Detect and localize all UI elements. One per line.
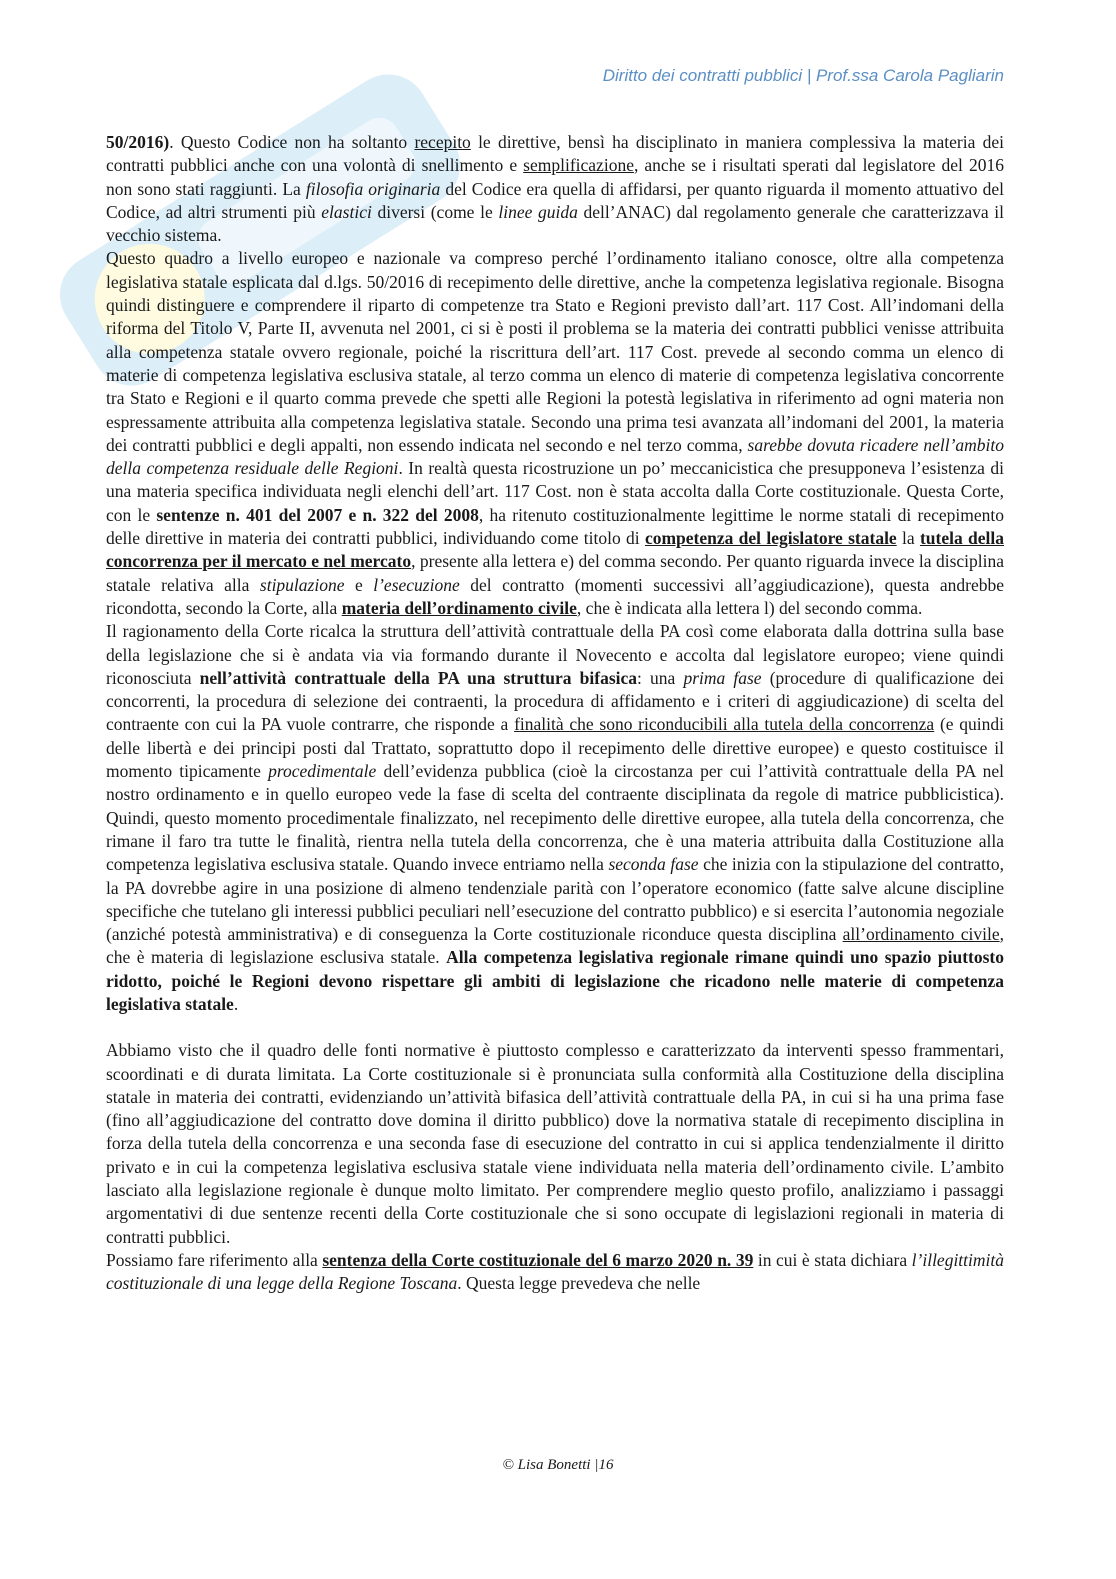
italic-term: prima fase [683,667,762,688]
italic-term: stipulazione [259,574,345,595]
italic-term: elastici [321,201,372,222]
bold-underlined-term: competenza del legislatore statale [644,528,897,549]
paragraph-3: Il ragionamento della Corte ricalca la struttura dell’attività contrattuale della PA così come elaborata dalla dottrina sulla base della legislazione che si è andata via via formando durante il Novecento e accolta dal legislatore europeo; viene quindi riconosciuta nell’attività contrattuale della PA una struttura bifasica: una prima fase (procedure di qualificazione dei concorrenti, la procedura di selezione dei contraenti, la procedura di affidamento e i criteri di aggiudicazione) di scelta del contraente con cui la PA vuole contrarre, che risponde a finalità che sono riconducibili alla tutela della concorrenza (e quindi delle libertà e dei principi posti dal Trattato, soprattutto dopo il recepimento delle direttive europee) e questo costituisce il momento tipicamente procedimentale dell’evidenza pubblica (cioè la circostanza per cui l’attività contrattuale della PA nel nostro ordinamento e in quello europeo vede la fase di scelta del contraente disciplinata da regole di matrice pubblicistica). Quindi, questo momento procedimentale finalizzato, nel recepimento delle direttive europee, alla tutela della concorrenza, che rimane il faro tra tutte le finalità, rientra nella tutela della concorrenza, che è una materia attribuita dalla Costituzione alla competenza legislativa esclusiva statale. Quando invece entriamo nella seconda fase che inizia con la stipulazione del contratto, la PA dovrebbe agire in una posizione di almeno tendenziale parità con l’operatore economico (fatte salve alcune discipline specifiche che tutelano gli interessi pubblici peculiari nell’esecuzione del contratto pubblico) e si esercita l’autonomia negoziale (anziché potestà amministrativa) e di conseguenza la Corte costituzionale riconduce questa disciplina all’ordinamento civile, che è materia di legislazione esclusiva statale. Alla competenza legislativa regionale rimane quindi uno spazio piuttosto ridotto, poiché le Regioni devono rispettare gli ambiti di legislazione che ricadono nelle materie di competenza legislativa statale. [106,621,1005,1014]
italic-term: filosofia originaria [305,178,441,199]
bold-term: sentenze n. 401 del 2007 e n. 322 del 2008 [156,504,479,525]
italic-term: l’esecuzione [373,574,460,595]
underlined-term: recepito [414,132,471,152]
bold-underlined-term: sentenza della Corte costituzionale del 6 marzo 2020 n. 39 [322,1249,754,1270]
paragraph-1: 50/2016). Questo Codice non ha soltanto recepito le direttive, bensì ha disciplinato in maniera complessiva la materia dei contratti pubblici anche con una volontà di snellimento e semplificazione, anche se i risultati sperati dal legislatore del 2016 non sono stati raggiunti. La filosofia originaria del Codice era quella di affidarsi, per quanto riguarda il momento attuativo del Codice, ad altri strumenti più elastici diversi (come le linee guida dell’ANAC) dal regolamento generale che caratterizzava il vecchio sistema. [106,132,1005,246]
page-footer: © Lisa Bonetti |16 [502,1457,614,1473]
underlined-term: all’ordinamento civile [842,924,1000,945]
italic-term: l’illegittimità costituzionale di una legge della Regione Toscana [106,1249,1005,1294]
paragraph-4: Abbiamo visto che il quadro delle fonti normative è piuttosto complesso e caratterizzato da interventi spesso frammentari, scoordinati e di durata limitata. La Corte costituzionale si è pronunciata sulla conformità alla Costituzione della disciplina statale in materia dei contratti, evidenziando un’attività bifasica dell’attività contrattuale della PA, in cui si ha una prima fase (fino all’aggiudicazione del contratto dove domina il diritto pubblico) dove la normativa statale di recepimento disciplina in forza della tutela della concorrenza e una seconda fase di esecuzione del contratto in cui si applica tendenzialmente il diritto privato e in cui la competenza legislativa esclusiva statale viene individuata nella materia dell’ordinamento civile. L’ambito lasciato alla legislazione regionale è dunque molto limitato. Per comprendere meglio questo profilo, analizziamo i passaggi argomentativi di due sentenze recenti della Corte costituzionale che si sono occupate di legislazioni regionali in materia di contratti pubblici. [106,1040,1004,1247]
bold-term: nell’attività contrattuale della PA una struttura bifasica [199,667,638,688]
italic-term: sarebbe dovuta ricadere nell’ambito della competenza residuale delle Regioni [106,434,1005,479]
paragraph-2: Questo quadro a livello europeo e nazionale va compreso perché l’ordinamento italiano conosce, oltre alla competenza legislativa statale esplicata dal d.lgs. 50/2016 di recepimento delle direttive, anche la competenza legislativa regionale. Bisogna quindi distinguere e comprendere il riparto di competenze tra Stato e Regioni previsto dall’art. 117 Cost. All’indomani della riforma del Titolo V, Parte II, avvenuta nel 2001, ci si è posti il problema se la materia dei contratti pubblici venisse attribuita alla competenza statale ovvero regionale, poiché la riscrittura dell’art. 117 Cost. prevede al secondo comma un elenco di materie di competenza legislativa esclusiva statale, al terzo comma un elenco di materie di competenza legislativa concorrente tra Stato e Regioni e il quarto comma prevede che spetti alle Regioni la potestà legislativa in riferimento ad ogni materia non espressamente attribuita alla competenza legislativa statale. Secondo una prima tesi avanzata all’indomani del 2001, la materia dei contratti pubblici e degli appalti, non essendo indicata nel secondo e nel terzo comma, sarebbe dovuta ricadere nell’ambito della competenza residuale delle Regioni. In realtà questa ricostruzione un po’ meccanicistica che presupponeva l’esistenza di una materia specifica individuata negli elenchi dell’art. 117 Cost. non è stata accolta dalla Corte costituzionale. Questa Corte, con le sentenze n. 401 del 2007 e n. 322 del 2008, ha ritenuto costituzionalmente legittime le norme statali di recepimento delle direttive in materia dei contratti pubblici, individuando come titolo di competenza del legislatore statale la tutela della concorrenza per il mercato e nel mercato, presente alla lettera e) del comma secondo. Per quanto riguarda invece la disciplina statale relativa alla stipulazione e l’esecuzione del contratto (momenti successivi all’aggiudicazione), questa andrebbe ricondotta, secondo la Corte, alla materia dell’ordinamento civile, che è indicata alla lettera l) del secondo comma. [106,248,1005,618]
paragraph-gap [106,1016,1004,1039]
italic-term: procedimentale [268,761,377,782]
underlined-term: finalità che sono riconducibili alla tutela della concorrenza [514,714,935,735]
underlined-term: semplificazione [523,155,634,176]
paragraph-5: Possiamo fare riferimento alla sentenza della Corte costituzionale del 6 marzo 2020 n. 39 in cui è stata dichiara l’illegittimità costituzionale di una legge della Regione Toscana. Questa legge prevedeva che nelle [106,1249,1005,1294]
italic-term: seconda fase [608,854,699,875]
running-header: Diritto dei contratti pubblici | Prof.ssa Carola Pagliarin [602,66,1004,85]
bold-underlined-term: tutela della concorrenza per il mercato e nel mercato [106,528,1004,572]
italic-term: linee guida [498,201,578,222]
document-body [106,131,1004,1296]
bold-term: Alla competenza legislativa regionale rimane quindi uno spazio piuttosto ridotto, poiché le Regioni devono rispettare gli ambiti di legislazione che ricadono nelle materie di competenza legislativa statale [106,947,1004,1014]
bold-underlined-term: materia dell’ordinamento civile [341,597,577,618]
law-reference: 50/2016) [106,132,170,152]
